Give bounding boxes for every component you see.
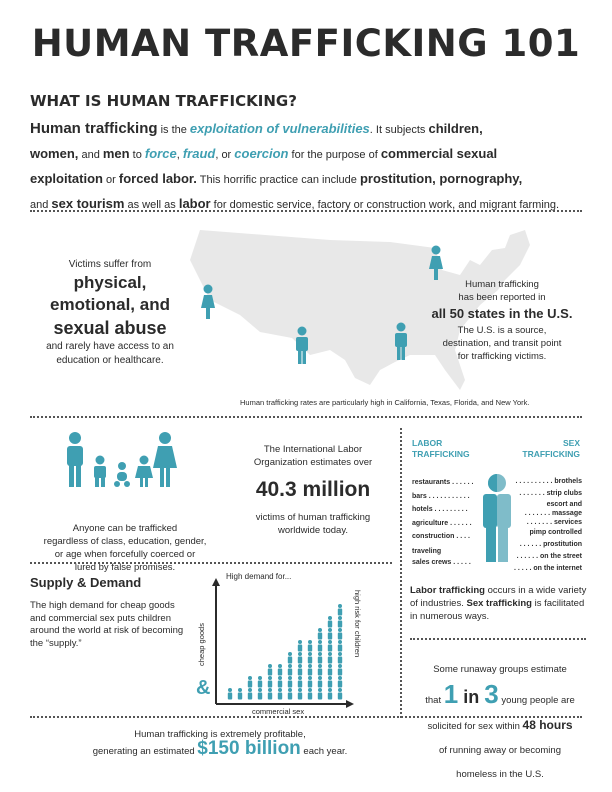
x-axis-label: commercial sex [252,707,305,714]
vertical-divider [400,428,402,718]
child-figure [338,652,342,664]
labor-occurs-text: Labor trafficking occurs in a wide variety of industries. Sex trafficking is facilitated in numerous ways. [410,585,587,622]
child-figure [338,628,342,640]
profit-stat: Human trafficking is extremely profitable, generating an estimated $150 billion each year. [92,729,348,759]
y-axis-label: cheap goods [197,623,206,666]
section-heading: WHAT IS HUMAN TRAFFICKING? [30,92,297,110]
divider [30,210,582,212]
list-item: . . . . . . prostitution [519,541,582,548]
victims-text: Victims suffer from physical, emotional, and sexual abuse and rarely have access to an education or healthcare. [46,259,174,366]
child-figure [278,676,282,688]
labor-industries-list [412,476,473,569]
child-figure [248,676,252,688]
list-item: . . . . . . . massage [524,510,582,517]
child-figure [268,688,272,700]
intro-paragraph: Human trafficking is the exploitation of vulnerabilities. It subjects children, women, and men to force, fraud, or coercion for the purpose of commercial sexual exploitation or forced labor. This horrific practice can include prostitution, pornography, and sex tourism as well as labor for domestic service, factory or construction work, and migrant farming. [30,120,560,211]
child-figure [328,652,332,664]
list-item: agriculture . . . . . . [412,519,472,527]
child-figure [328,676,332,688]
divider [30,716,582,718]
child-figure [318,676,322,688]
child-figure [338,664,342,676]
list-item: escort and [546,501,582,508]
child-figure [258,676,262,688]
runaway-stat: Some runaway groups estimate that 1 in 3 young people are solicited for sex within 48 hours of running away or becoming homeless in the U.S. [425,664,575,780]
labor-trafficking-heading: LABOR TRAFFICKING [412,438,470,459]
child-figure [338,688,342,700]
child-figures [228,604,342,700]
child-figure [338,604,342,616]
woman-icon [200,284,216,320]
list-item: . . . . . . . services [526,519,582,526]
child-figure [328,616,332,628]
family-icon [62,432,182,488]
child-figure [308,676,312,688]
child-figure [288,652,292,664]
page-title: HUMAN TRAFFICKING 101 [31,22,581,65]
list-item: bars . . . . . . . . . . . [412,492,470,500]
child-figure [338,640,342,652]
child-figure [338,676,342,688]
child-figure [308,664,312,676]
child-figure [338,616,342,628]
child-figure [228,688,232,700]
list-item: . . . . . . on the street [516,553,582,560]
woman-icon [428,245,444,281]
list-item: hotels . . . . . . . . . [412,506,468,513]
side-label: high risk for children [353,590,362,658]
child-figure [278,688,282,700]
child-figure [298,652,302,664]
list-item: traveling [412,547,442,555]
child-figure [288,676,292,688]
child-figure [328,664,332,676]
child-figure [308,652,312,664]
ampersand: & [196,677,211,699]
supply-demand-text: The high demand for cheap goods and commercial sex puts children around the world at risk of becoming the “supply.” [30,600,184,649]
list-item: pimp controlled [529,529,582,536]
child-figure [268,676,272,688]
child-figure [268,664,272,676]
list-item: . . . . . on the internet [513,565,582,572]
anyone-text: Anyone can be trafficked regardless of class, education, gender, or age when forcefully coerced or lured by false promises. [43,523,207,573]
child-figure [248,688,252,700]
child-figure [318,628,322,640]
list-item: sales crews . . . . . [412,558,471,566]
child-figure [328,640,332,652]
child-figure [308,688,312,700]
child-figure [288,664,292,676]
child-figure [318,652,322,664]
divider [30,416,582,418]
divider [410,638,586,640]
child-figure [298,688,302,700]
list-item: construction . . . . [412,533,470,540]
man-icon [294,326,310,366]
chart-top-label: High demand for... [226,572,292,581]
child-figure [258,688,262,700]
supply-demand-chart [190,566,380,714]
child-figure [288,688,292,700]
list-item: . . . . . . . strip clubs [519,490,582,497]
divider [30,562,392,564]
sex-industries-list [502,476,582,575]
child-figure [278,664,282,676]
map-caption: Human trafficking rates are particularly high in California, Texas, Florida, and New York. [240,398,530,407]
states-text: Human trafficking has been reported in all 50 states in the U.S. The U.S. is a source, destination, and transit point for trafficking victims. [431,279,573,362]
child-figure [298,640,302,652]
child-figure [238,688,242,700]
child-figure [328,688,332,700]
child-figure [308,640,312,652]
ilo-stat: The International Labor Organization estimates over 40.3 million victims of human trafficking worldwide today. [253,444,373,536]
child-figure [318,640,322,652]
man-icon [393,322,409,362]
child-figure [298,664,302,676]
child-figure [298,676,302,688]
child-figure [318,664,322,676]
supply-demand-heading: Supply & Demand [30,575,142,590]
list-item: restaurants . . . . . . [412,479,474,486]
child-figure [328,628,332,640]
list-item: . . . . . . . . . . brothels [515,478,582,485]
sex-trafficking-heading: SEX TRAFFICKING [522,438,580,459]
child-figure [318,688,322,700]
